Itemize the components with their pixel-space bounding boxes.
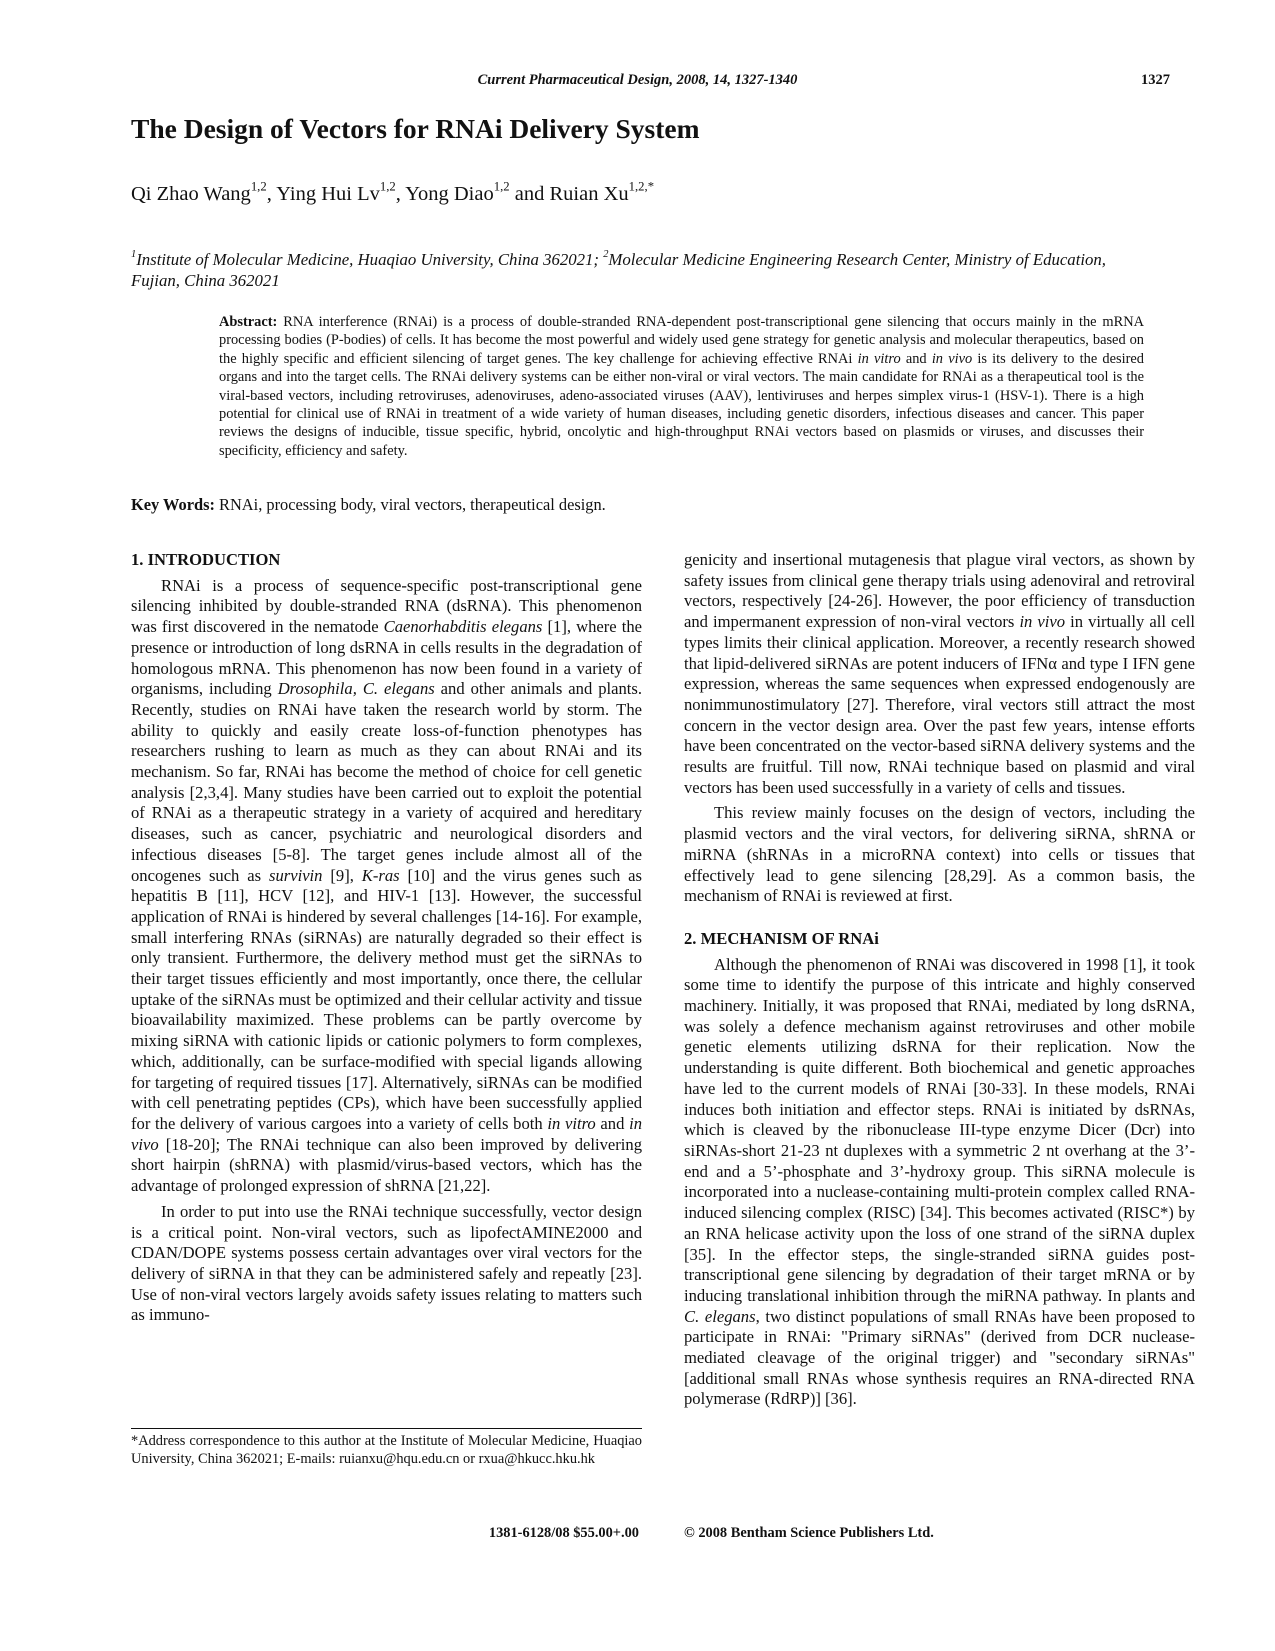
affiliation-mark: 2 xyxy=(603,249,609,261)
italic-term: Caenorhabditis elegans xyxy=(383,617,543,637)
text-run: , two distinct populations of small RNAs have been proposed to participate in RNAi: "Primary siRNAs" (derived from DCR nuclease-mediated cleavage of the original trigger) and "secondary siRNAs" [additional small RNAs whose synthesis requires an RNA-directed RNA polymerase (RdRP)] [36]. xyxy=(684,1306,1195,1409)
keywords-label: Key Words: xyxy=(131,495,215,514)
text-run: genicity and insertional mutagenesis that plague viral vectors, as shown by safety issues from clinical gene therapy trials using adenoviral and retroviral vectors, respectively [24-26]. However, the poor efficiency of transduction and impermanent expression of non-viral vectors xyxy=(684,550,1195,632)
affiliation-mark: 1 xyxy=(131,249,137,261)
introduction-continued xyxy=(684,550,1195,907)
abstract-label: Abstract: xyxy=(219,314,278,330)
text-run: and other animals and plants. Recently, studies on RNAi have taken the research world by storm. The ability to quickly and easily create loss-of-function phenotypes has researchers rushing to learn as much as they can about RNAi and its mechanism. So far, RNAi has become the method of choice for cell genetic analysis [2,3,4]. Many studies have been carried out to exploit the potential of RNAi as a therapeutic strategy in a variety of acquired and hereditary diseases, such as cancer, psychiatric and neurological disorders and infectious diseases [5-8]. The target genes include almost all of the oncogenes such as xyxy=(131,679,642,885)
author-name: Yong Diao xyxy=(405,183,494,205)
italic-term: Drosophila, C. elegans xyxy=(277,679,435,699)
author-name: Ying Hui Lv xyxy=(276,183,380,205)
abstract-body xyxy=(219,314,1144,459)
author-affiliation-mark: 1,2 xyxy=(250,179,267,194)
text-run: [10] and the virus genes such as hepatitis B [11], HCV [12], and HIV-1 [13]. However, the successful application of RNAi is hindered by several challenges [14-16]. For example, small interfering RNAs (siRNAs) are naturally degraded so their effect is only transient. Furthermore, the delivery method must get the siRNAs to their target tissues efficiently and most importantly, once there, the cellular uptake of the siRNAs must be optimized and their cellular activity and tissue bioavailability maximized. These problems can be partly overcome by mixing siRNA with cationic lipids or cationic polymers to form complexes, which, additionally, can be surface-modified with special ligands allowing for targeting of required tissues [17]. Alternatively, siRNAs can be modified with cell penetrating peptides (CPs), which have been successfully applied for the delivery of various cargoes into a variety of cells both xyxy=(131,865,643,1133)
left-column xyxy=(131,550,642,1326)
italic-term: in vivo xyxy=(1019,612,1066,632)
page-number: 1327 xyxy=(1141,72,1170,88)
correspondence-footnote: *Address correspondence to this author at the Institute of Molecular Medicine, Huaqiao University, China 362021; E-mails: ruianxu@hqu.edu.cn or rxua@hkucc.hku.hk xyxy=(131,1433,642,1468)
affiliations xyxy=(131,249,1144,291)
author-name: Ruian Xu xyxy=(549,183,629,205)
mechanism-body xyxy=(684,955,1195,1410)
paragraph xyxy=(684,550,1195,798)
affiliation-text: Molecular Medicine Engineering Research Center, Ministry of Education, Fujian, China 362021 xyxy=(131,250,1106,290)
italic-term: K-ras xyxy=(361,865,400,885)
text-run: [1], where the presence or introduction of long dsRNA in cells results in the degradation of homologous mRNA. This phenomenon has now been found in a variety of organisms, including xyxy=(131,617,642,699)
abstract xyxy=(219,313,1144,460)
text-run: in virtually all cell types limits their clinical application. Moreover, a recently research showed that lipid-delivered siRNAs are potent inducers of IFNα and type I IFN gene expression, whereas the same sequences when expressed endogenously are nonimmunostimulatory [27]. Therefore, viral vectors still attract the most concern in the vector design area. Over the past few years, intense efforts have been concentrated on the vector-based siRNA delivery systems and the results are fruitful. Till now, RNAi technique based on plasmid and viral vectors has been used successfully in a variety of cells and tissues. xyxy=(684,612,1195,797)
right-column xyxy=(684,550,1195,1410)
text-run: [9], xyxy=(322,865,362,885)
paragraph xyxy=(131,1202,642,1326)
text-run: Although the phenomenon of RNAi was discovered in 1998 [1], it took some time to identify the purpose of this intricate and highly conserved machinery. Initially, it was proposed that RNAi, mediated by long dsRNA, was solely a defence mechanism against retroviruses and other mobile genetic elements utilizing dsRNA for their replication. Now the understanding is quite different. Both biochemical and genetic approaches have led to the current models of RNAi [30-33]. In these models, RNAi induces both initiation and effector steps. RNAi is initiated by dsRNAs, which is cleaved by the ribonuclease III-type enzyme Dicer (Dcr) into siRNAs-short 21-23 nt duplexes with a symmetric 2 nt overhang at the 3’-end and a 5’-phosphate and 3’-hydroxy group. This siRNA molecule is incorporated into a nuclease-containing multi-protein complex called RNA-induced silencing complex (RISC) [34]. This becomes activated (RISC*) by an RNA helicase activity upon the loss of one strand of the siRNA duplex [35]. In the effector steps, the single-stranded siRNA guides post-transcriptional gene silencing by degradation of their target mRNA or by inducing translational inhibition through the miRNA pathway. In plants and xyxy=(684,954,1195,1305)
section-heading-introduction: 1. INTRODUCTION xyxy=(131,550,281,569)
italic-term: C. elegans xyxy=(684,1306,756,1326)
paragraph xyxy=(131,576,642,1197)
text-run: and xyxy=(595,1113,630,1133)
paragraph xyxy=(684,955,1195,1410)
italic-term: survivin xyxy=(269,865,323,885)
italic-term: in vivo xyxy=(131,1113,643,1154)
section-heading-mechanism: 2. MECHANISM OF RNAi xyxy=(684,928,879,948)
author-separator: and xyxy=(509,183,550,205)
italic-term: in vitro xyxy=(547,1113,596,1133)
author-list xyxy=(131,179,655,206)
keywords-text: RNAi, processing body, viral vectors, therapeutical design. xyxy=(214,495,606,514)
paragraph xyxy=(684,803,1195,907)
text-run: RNA interference (RNAi) is a process of double-stranded RNA-dependent post-transcriptional gene silencing that occurs mainly in the mRNA processing bodies (P-bodies) of cells. It has become the most powerful and widely used gene strategy for genetic analysis and molecular therapeutics, based on the highly specific and efficient silencing of target genes. The key challenge for achieving effective RNAi xyxy=(219,314,1144,367)
author-separator: , xyxy=(266,183,277,205)
author-separator: , xyxy=(395,183,406,205)
text-run: is its delivery to the desired organs and into the target cells. The RNAi delivery systems can be either non-viral or viral vectors. The main candidate for RNAi as a therapeutical tool is the viral-based vectors, including retroviruses, adenoviruses, adeno-associated viruses (AAV), lentiviruses and herpes simplex virus-1 (HSV-1). There is a high potential for clinical use of RNAi in treatment of a wide variety of human diseases, including genetic disorders, infectious diseases and cancer. This paper reviews the designs of inducible, tissue specific, hybrid, oncolytic and high-throughput RNAi vectors based on plasmids or viruses, and discusses their specificity, efficiency and safety. xyxy=(219,350,1144,459)
footnote-rule xyxy=(131,1428,642,1429)
issn-price: 1381-6128/08 $55.00+.00 xyxy=(488,1525,639,1541)
author-affiliation-mark: 1,2,* xyxy=(628,179,655,194)
copyright: © 2008 Bentham Science Publishers Ltd. xyxy=(684,1525,934,1541)
author-affiliation-mark: 1,2 xyxy=(379,179,396,194)
text-run: This review mainly focuses on the design of vectors, including the plasmid vectors and the viral vectors, for delivering siRNA, shRNA or miRNA (shRNAs in a microRNA context) into cells or tissues that effectively lead to gene silencing [28,29]. As a common basis, the mechanism of RNAi is reviewed at first. xyxy=(684,803,1195,906)
text-run: In order to put into use the RNAi technique successfully, vector design is a critical point. Non-viral vectors, such as lipofectAMINE2000 and CDAN/DOPE systems possess certain advantages over viral vectors for the delivery of siRNA in that they can be administered safely and repeatly [23]. Use of non-viral vectors largely avoids safety issues relating to matters such as immuno- xyxy=(131,1201,642,1325)
journal-citation: Current Pharmaceutical Design, 2008, 14, 1327-1340 xyxy=(477,72,798,88)
keywords xyxy=(131,495,606,515)
text-run: RNAi is a process of sequence-specific post-transcriptional gene silencing inhibited by double-stranded RNA (dsRNA). This phenomenon was first discovered in the nematode xyxy=(131,575,642,637)
affiliation-text: Institute of Molecular Medicine, Huaqiao University, China 362021; xyxy=(136,250,604,269)
text-run: and xyxy=(900,350,932,367)
italic-term: in vitro xyxy=(857,350,901,367)
author-affiliation-mark: 1,2 xyxy=(493,179,510,194)
italic-term: in vivo xyxy=(931,350,973,367)
text-run: [18-20]; The RNAi technique can also been improved by delivering short hairpin (shRNA) with plasmid/virus-based vectors, which has the advantage of prolonged expression of shRNA [21,22]. xyxy=(131,1134,642,1196)
paper-title: The Design of Vectors for RNAi Delivery System xyxy=(131,113,700,144)
introduction-body xyxy=(131,576,642,1326)
author-name: Qi Zhao Wang xyxy=(131,183,251,205)
